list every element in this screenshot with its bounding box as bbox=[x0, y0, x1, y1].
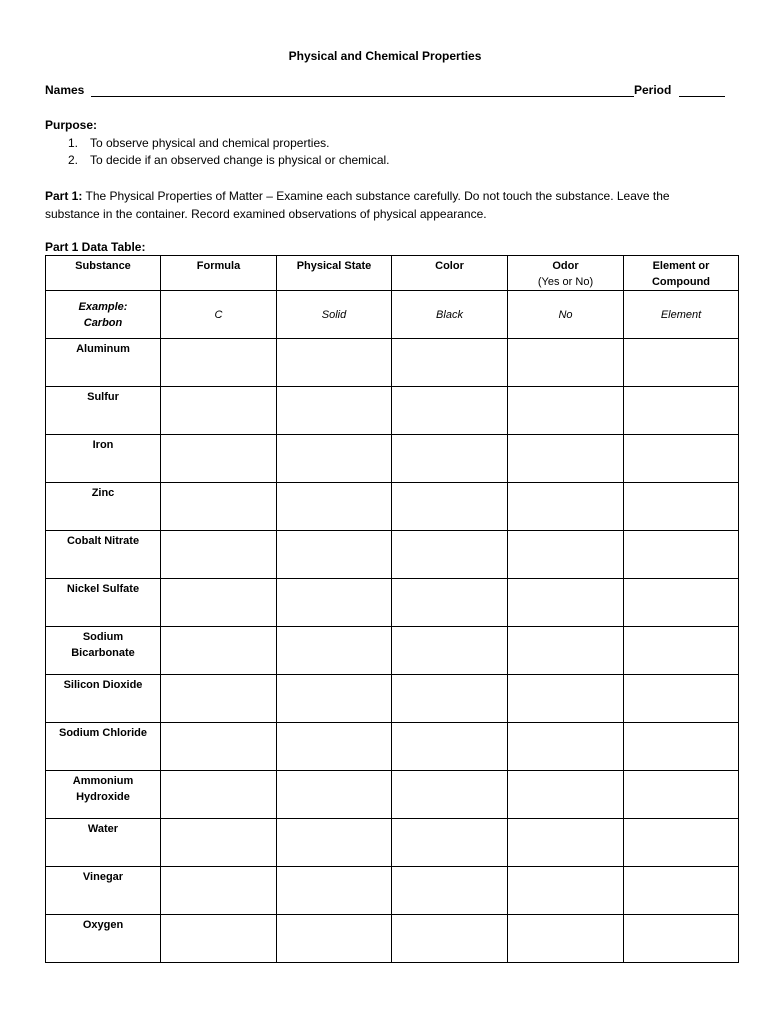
element-or-compound-entry-cell[interactable] bbox=[624, 627, 739, 675]
example-color: Black bbox=[392, 291, 508, 339]
formula-entry-cell[interactable] bbox=[161, 771, 277, 819]
table-row bbox=[46, 483, 739, 531]
purpose-item-text: To decide if an observed change is physical or chemical. bbox=[90, 153, 390, 167]
formula-entry-cell[interactable] bbox=[161, 579, 277, 627]
color-entry-cell[interactable] bbox=[392, 483, 508, 531]
header-element-line2: Compound bbox=[651, 276, 711, 288]
example-odor: No bbox=[508, 291, 624, 339]
substance-name-cell bbox=[46, 819, 161, 867]
element-or-compound-entry-cell[interactable] bbox=[624, 579, 739, 627]
physical-state-entry-cell[interactable] bbox=[277, 915, 392, 963]
odor-entry-cell[interactable] bbox=[508, 483, 624, 531]
element-or-compound-entry-cell[interactable] bbox=[624, 771, 739, 819]
substance-name-line2: Hydroxide bbox=[76, 791, 130, 803]
formula-entry-cell[interactable] bbox=[161, 339, 277, 387]
example-row bbox=[46, 291, 739, 339]
table-row bbox=[46, 867, 739, 915]
physical-state-entry-cell[interactable] bbox=[277, 387, 392, 435]
substance-name-cell bbox=[46, 867, 161, 915]
odor-entry-cell[interactable] bbox=[508, 723, 624, 771]
physical-state-entry-cell[interactable] bbox=[277, 339, 392, 387]
table-row bbox=[46, 339, 739, 387]
purpose-item-number: 1. bbox=[68, 136, 79, 150]
color-entry-cell[interactable] bbox=[392, 771, 508, 819]
example-element-or-compound: Element bbox=[624, 291, 739, 339]
odor-entry-cell[interactable] bbox=[508, 579, 624, 627]
substance-name: Ammonium bbox=[72, 775, 134, 787]
substance-name: Iron bbox=[92, 439, 114, 451]
color-entry-cell[interactable] bbox=[392, 915, 508, 963]
physical-state-entry-cell[interactable] bbox=[277, 627, 392, 675]
color-entry-cell[interactable] bbox=[392, 387, 508, 435]
header-odor-hint: (Yes or No) bbox=[537, 276, 594, 288]
formula-entry-cell[interactable] bbox=[161, 819, 277, 867]
substance-name: Oxygen bbox=[82, 919, 124, 931]
purpose-heading: Purpose: bbox=[45, 118, 98, 132]
table-row bbox=[46, 771, 739, 819]
physical-state-entry-cell[interactable] bbox=[277, 435, 392, 483]
odor-entry-cell[interactable] bbox=[508, 771, 624, 819]
substance-name-cell bbox=[46, 483, 161, 531]
example-substance-cell bbox=[46, 291, 161, 339]
odor-entry-cell[interactable] bbox=[508, 867, 624, 915]
example-label: Example: bbox=[78, 300, 128, 313]
physical-state-entry-cell[interactable] bbox=[277, 531, 392, 579]
substance-name-cell bbox=[46, 723, 161, 771]
color-entry-cell[interactable] bbox=[392, 339, 508, 387]
table-heading: Part 1 Data Table: bbox=[45, 240, 146, 254]
element-or-compound-entry-cell[interactable] bbox=[624, 531, 739, 579]
header-formula: Formula bbox=[161, 256, 277, 291]
substance-name-cell bbox=[46, 579, 161, 627]
odor-entry-cell[interactable] bbox=[508, 675, 624, 723]
purpose-list bbox=[68, 135, 390, 169]
substance-name: Nickel Sulfate bbox=[66, 583, 140, 595]
odor-entry-cell[interactable] bbox=[508, 435, 624, 483]
header-color: Color bbox=[392, 256, 508, 291]
part1-instructions bbox=[45, 187, 725, 223]
substance-name-cell bbox=[46, 675, 161, 723]
odor-entry-cell[interactable] bbox=[508, 387, 624, 435]
physical-state-entry-cell[interactable] bbox=[277, 771, 392, 819]
substance-name-cell bbox=[46, 339, 161, 387]
names-blank-line[interactable] bbox=[91, 96, 634, 97]
page-title: Physical and Chemical Properties bbox=[288, 49, 482, 63]
element-or-compound-entry-cell[interactable] bbox=[624, 339, 739, 387]
header-element-line1: Element or bbox=[652, 260, 710, 272]
element-or-compound-entry-cell[interactable] bbox=[624, 483, 739, 531]
formula-entry-cell[interactable] bbox=[161, 723, 277, 771]
data-table bbox=[45, 255, 739, 963]
color-entry-cell[interactable] bbox=[392, 579, 508, 627]
odor-entry-cell[interactable] bbox=[508, 339, 624, 387]
substance-name-cell bbox=[46, 915, 161, 963]
header-substance: Substance bbox=[46, 256, 161, 291]
physical-state-entry-cell[interactable] bbox=[277, 483, 392, 531]
substance-name: Sulfur bbox=[87, 391, 119, 403]
table-row bbox=[46, 531, 739, 579]
formula-entry-cell[interactable] bbox=[161, 915, 277, 963]
header-element-or-compound bbox=[624, 256, 739, 291]
formula-entry-cell[interactable] bbox=[161, 675, 277, 723]
element-or-compound-entry-cell[interactable] bbox=[624, 435, 739, 483]
table-row bbox=[46, 819, 739, 867]
substance-name: Aluminum bbox=[76, 343, 130, 355]
substance-rows bbox=[46, 339, 739, 963]
odor-entry-cell[interactable] bbox=[508, 915, 624, 963]
physical-state-entry-cell[interactable] bbox=[277, 723, 392, 771]
header-odor bbox=[508, 256, 624, 291]
color-entry-cell[interactable] bbox=[392, 675, 508, 723]
substance-name-cell bbox=[46, 627, 161, 675]
element-or-compound-entry-cell[interactable] bbox=[624, 819, 739, 867]
names-label: Names bbox=[45, 83, 85, 97]
substance-name-cell bbox=[46, 531, 161, 579]
period-label: Period bbox=[634, 83, 672, 97]
formula-entry-cell[interactable] bbox=[161, 627, 277, 675]
substance-name: Sodium Chloride bbox=[59, 727, 147, 739]
table-row bbox=[46, 915, 739, 963]
color-entry-cell[interactable] bbox=[392, 723, 508, 771]
purpose-item bbox=[68, 135, 390, 152]
formula-entry-cell[interactable] bbox=[161, 435, 277, 483]
element-or-compound-entry-cell[interactable] bbox=[624, 867, 739, 915]
header-physical-state: Physical State bbox=[277, 256, 392, 291]
substance-name-line2: Bicarbonate bbox=[71, 647, 135, 659]
formula-entry-cell[interactable] bbox=[161, 483, 277, 531]
element-or-compound-entry-cell[interactable] bbox=[624, 387, 739, 435]
table-row bbox=[46, 387, 739, 435]
color-entry-cell[interactable] bbox=[392, 435, 508, 483]
color-entry-cell[interactable] bbox=[392, 819, 508, 867]
example-substance: Carbon bbox=[83, 316, 123, 329]
table-row bbox=[46, 675, 739, 723]
part1-text: The Physical Properties of Matter – Examine each substance carefully. Do not touch the substance. Leave the substance in the container. Record examined observations of physical appearance. bbox=[45, 189, 670, 221]
color-entry-cell[interactable] bbox=[392, 531, 508, 579]
element-or-compound-entry-cell[interactable] bbox=[624, 675, 739, 723]
period-blank-line[interactable] bbox=[679, 96, 725, 97]
table-row bbox=[46, 627, 739, 675]
example-formula: C bbox=[161, 291, 277, 339]
odor-entry-cell[interactable] bbox=[508, 531, 624, 579]
substance-name: Water bbox=[87, 823, 119, 835]
element-or-compound-entry-cell[interactable] bbox=[624, 915, 739, 963]
substance-name: Sodium bbox=[82, 631, 124, 643]
element-or-compound-entry-cell[interactable] bbox=[624, 723, 739, 771]
substance-name-cell bbox=[46, 771, 161, 819]
physical-state-entry-cell[interactable] bbox=[277, 579, 392, 627]
purpose-item-text: To observe physical and chemical properties. bbox=[90, 136, 330, 150]
purpose-item-number: 2. bbox=[68, 153, 79, 167]
substance-name: Cobalt Nitrate bbox=[66, 535, 140, 547]
names-period-row bbox=[45, 83, 725, 99]
substance-name: Silicon Dioxide bbox=[63, 679, 143, 691]
physical-state-entry-cell[interactable] bbox=[277, 867, 392, 915]
header-odor-label: Odor bbox=[552, 260, 579, 272]
table-header-row bbox=[46, 256, 739, 291]
formula-entry-cell[interactable] bbox=[161, 867, 277, 915]
table-row bbox=[46, 579, 739, 627]
substance-name: Vinegar bbox=[82, 871, 124, 883]
odor-entry-cell[interactable] bbox=[508, 819, 624, 867]
table-row bbox=[46, 723, 739, 771]
physical-state-entry-cell[interactable] bbox=[277, 819, 392, 867]
substance-name: Zinc bbox=[91, 487, 115, 499]
substance-name-cell bbox=[46, 387, 161, 435]
physical-state-entry-cell[interactable] bbox=[277, 675, 392, 723]
formula-entry-cell[interactable] bbox=[161, 531, 277, 579]
example-physical-state: Solid bbox=[277, 291, 392, 339]
color-entry-cell[interactable] bbox=[392, 627, 508, 675]
formula-entry-cell[interactable] bbox=[161, 387, 277, 435]
substance-name-cell bbox=[46, 435, 161, 483]
table-row bbox=[46, 435, 739, 483]
purpose-item bbox=[68, 152, 390, 169]
part1-label: Part 1: bbox=[45, 189, 83, 203]
odor-entry-cell[interactable] bbox=[508, 627, 624, 675]
color-entry-cell[interactable] bbox=[392, 867, 508, 915]
